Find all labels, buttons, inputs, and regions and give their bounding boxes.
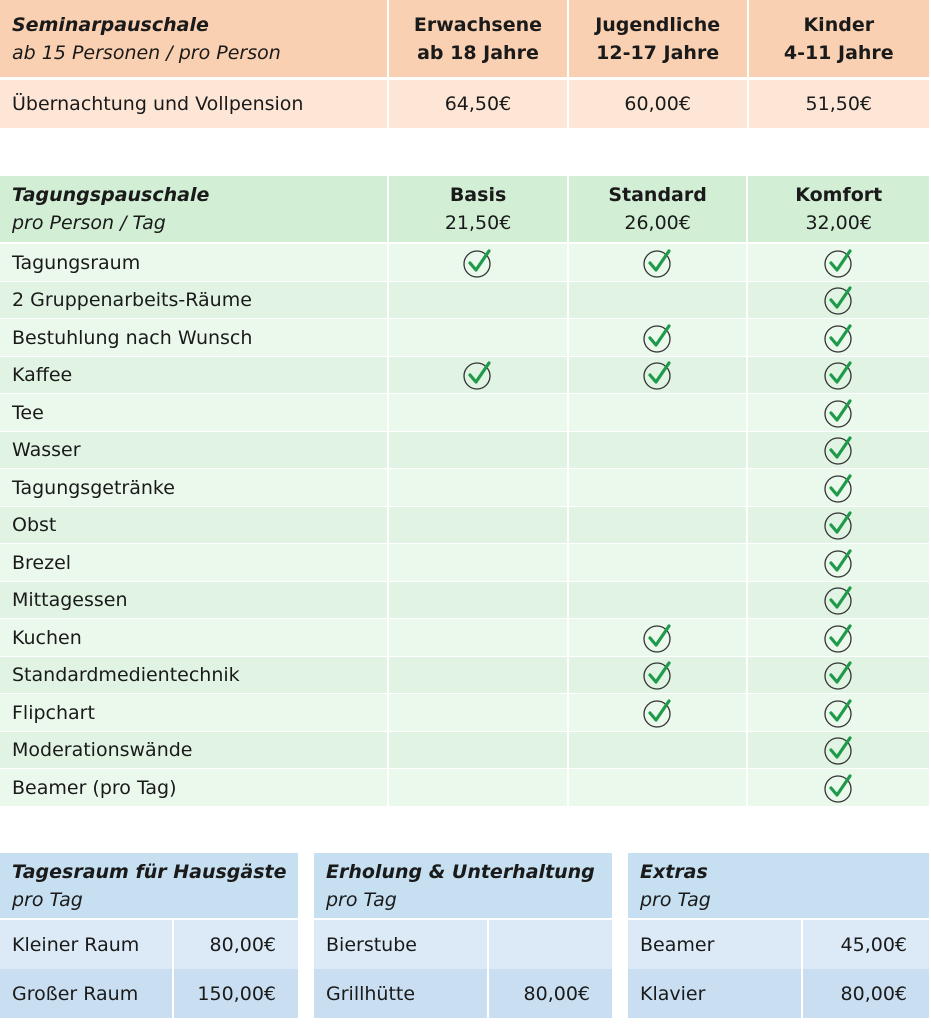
table-row	[628, 920, 929, 969]
check-cell	[748, 357, 929, 395]
checkmark-circle-icon	[822, 246, 856, 280]
check-cell	[389, 732, 566, 770]
tagesraum-title-cell	[0, 853, 298, 918]
checkmark-circle-icon	[641, 321, 675, 355]
feature-label: Bestuhlung nach Wunsch	[0, 319, 387, 357]
check-cell	[748, 582, 929, 620]
row-price	[489, 920, 612, 969]
checkmark-circle-icon	[822, 283, 856, 317]
row-label: Grillhütte	[314, 969, 487, 1018]
checkmark-circle-icon	[822, 546, 856, 580]
package-price: 21,50€	[444, 212, 512, 234]
seminar-col-adults	[389, 0, 567, 77]
seminar-col-label: Jugendliche	[595, 13, 721, 36]
checkmark-circle-icon	[641, 358, 675, 392]
check-cell	[389, 657, 566, 695]
seminar-col-children	[749, 0, 929, 77]
feature-label: Mittagessen	[0, 582, 387, 620]
check-cell	[569, 432, 747, 470]
erholung-title-cell	[314, 853, 612, 918]
seminar-row-label: Übernachtung und Vollpension	[0, 80, 387, 128]
feature-label: Flipchart	[0, 694, 387, 732]
table-row	[628, 969, 929, 1018]
check-cell	[748, 732, 929, 770]
feature-label: Tagungsgetränke	[0, 469, 387, 507]
row-price: 80,00€	[803, 969, 929, 1018]
checkmark-circle-icon	[822, 733, 856, 767]
check-cell	[748, 469, 929, 507]
tagung-title: Tagungspauschale	[12, 184, 210, 206]
checkmark-circle-icon	[822, 658, 856, 692]
check-cell	[569, 319, 747, 357]
row-price: 150,00€	[174, 969, 298, 1018]
package-price: 26,00€	[624, 212, 691, 234]
package-name: Komfort	[795, 184, 883, 206]
tagung-table	[0, 176, 931, 807]
check-cell	[389, 432, 566, 470]
tagesraum-subtitle: pro Tag	[12, 888, 83, 911]
checkmark-circle-icon	[641, 658, 675, 692]
check-cell	[389, 544, 566, 582]
table-row	[0, 394, 929, 432]
feature-label: Tagungsraum	[0, 244, 387, 282]
checkmark-circle-icon	[461, 246, 495, 280]
package-price: 32,00€	[805, 212, 872, 234]
seminar-col-age: ab 18 Jahre	[417, 41, 539, 64]
feature-label: Standardmedientechnik	[0, 657, 387, 695]
checkmark-circle-icon	[641, 246, 675, 280]
check-cell	[569, 694, 747, 732]
table-row	[0, 282, 929, 320]
table-row	[0, 244, 929, 282]
check-cell	[569, 394, 747, 432]
checkmark-circle-icon	[822, 358, 856, 392]
check-cell	[389, 582, 566, 620]
checkmark-circle-icon	[641, 621, 675, 655]
checkmark-circle-icon	[822, 471, 856, 505]
seminar-table	[0, 0, 931, 128]
package-name: Standard	[608, 184, 707, 206]
extras-subtitle: pro Tag	[640, 888, 711, 911]
check-cell	[389, 357, 566, 395]
feature-label: Moderationswände	[0, 732, 387, 770]
row-price: 80,00€	[489, 969, 612, 1018]
seminar-subtitle: ab 15 Personen / pro Person	[12, 41, 281, 64]
table-row	[0, 969, 298, 1018]
tagung-title-cell	[0, 176, 387, 242]
seminar-title-cell	[0, 0, 387, 77]
checkmark-circle-icon	[822, 583, 856, 617]
check-cell	[748, 544, 929, 582]
erholung-subtitle: pro Tag	[326, 888, 397, 911]
package-basis	[389, 176, 566, 242]
feature-label: Wasser	[0, 432, 387, 470]
check-cell	[389, 394, 566, 432]
extras-table	[626, 853, 931, 1018]
table-row	[0, 619, 929, 657]
check-cell	[389, 282, 566, 320]
price-youth: 60,00€	[569, 80, 747, 128]
erholung-title: Erholung & Unterhaltung	[326, 860, 595, 883]
check-cell	[748, 244, 929, 282]
check-cell	[748, 319, 929, 357]
check-cell	[389, 469, 566, 507]
tagung-subtitle: pro Person / Tag	[12, 212, 166, 234]
checkmark-circle-icon	[822, 508, 856, 542]
table-row	[0, 657, 929, 695]
check-cell	[569, 657, 747, 695]
package-komfort	[748, 176, 929, 242]
seminar-col-label: Kinder	[803, 13, 875, 36]
check-cell	[569, 769, 747, 807]
table-row	[0, 769, 929, 807]
check-cell	[748, 282, 929, 320]
check-cell	[569, 282, 747, 320]
checkmark-circle-icon	[822, 771, 856, 805]
check-cell	[569, 244, 747, 282]
tagesraum-header-row	[0, 853, 298, 918]
package-name: Basis	[449, 184, 507, 206]
table-row	[0, 694, 929, 732]
seminar-col-youth	[569, 0, 747, 77]
table-row	[0, 507, 929, 545]
check-cell	[748, 432, 929, 470]
check-cell	[389, 769, 566, 807]
check-cell	[389, 319, 566, 357]
check-cell	[389, 244, 566, 282]
erholung-table	[312, 853, 614, 1018]
check-cell	[569, 469, 747, 507]
extras-title: Extras	[640, 860, 708, 883]
check-cell	[748, 619, 929, 657]
feature-label: Brezel	[0, 544, 387, 582]
feature-label: 2 Gruppenarbeits-Räume	[0, 282, 387, 320]
check-cell	[748, 507, 929, 545]
row-label: Bierstube	[314, 920, 487, 969]
table-row	[0, 469, 929, 507]
checkmark-circle-icon	[822, 696, 856, 730]
seminar-title: Seminarpauschale	[12, 13, 209, 36]
check-cell	[389, 619, 566, 657]
check-cell	[569, 357, 747, 395]
check-cell	[389, 507, 566, 545]
table-row	[0, 432, 929, 470]
check-cell	[569, 619, 747, 657]
extras-title-cell	[628, 853, 929, 918]
table-row	[0, 357, 929, 395]
table-row	[0, 732, 929, 770]
table-row	[314, 969, 612, 1018]
feature-label: Kaffee	[0, 357, 387, 395]
checkmark-circle-icon	[461, 358, 495, 392]
table-row	[0, 920, 298, 969]
price-children: 51,50€	[749, 80, 929, 128]
check-cell	[748, 769, 929, 807]
row-price: 80,00€	[174, 920, 298, 969]
table-row	[314, 920, 612, 969]
check-cell	[748, 694, 929, 732]
check-cell	[569, 582, 747, 620]
tagung-rows	[0, 244, 929, 807]
erholung-header-row	[314, 853, 612, 918]
check-cell	[569, 732, 747, 770]
package-standard	[569, 176, 747, 242]
tagesraum-table	[0, 853, 300, 1018]
feature-label: Kuchen	[0, 619, 387, 657]
table-row	[0, 582, 929, 620]
checkmark-circle-icon	[822, 321, 856, 355]
tagesraum-title: Tagesraum für Hausgäste	[12, 860, 287, 883]
table-row	[0, 544, 929, 582]
feature-label: Beamer (pro Tag)	[0, 769, 387, 807]
price-adults: 64,50€	[389, 80, 567, 128]
row-label: Großer Raum	[0, 969, 172, 1018]
check-cell	[569, 544, 747, 582]
feature-label: Tee	[0, 394, 387, 432]
check-cell	[748, 657, 929, 695]
checkmark-circle-icon	[822, 396, 856, 430]
seminar-price-row	[0, 80, 929, 128]
row-price: 45,00€	[803, 920, 929, 969]
row-label: Kleiner Raum	[0, 920, 172, 969]
checkmark-circle-icon	[822, 621, 856, 655]
feature-label: Obst	[0, 507, 387, 545]
seminar-col-age: 12-17 Jahre	[596, 41, 720, 64]
extras-header-row	[628, 853, 929, 918]
seminar-col-age: 4-11 Jahre	[783, 41, 894, 64]
tagung-header-row	[0, 176, 929, 242]
check-cell	[389, 694, 566, 732]
seminar-header-row	[0, 0, 929, 77]
check-cell	[569, 507, 747, 545]
checkmark-circle-icon	[822, 433, 856, 467]
row-label: Klavier	[628, 969, 801, 1018]
seminar-col-label: Erwachsene	[413, 13, 542, 36]
table-row	[0, 319, 929, 357]
check-cell	[748, 394, 929, 432]
checkmark-circle-icon	[641, 696, 675, 730]
row-label: Beamer	[628, 920, 801, 969]
